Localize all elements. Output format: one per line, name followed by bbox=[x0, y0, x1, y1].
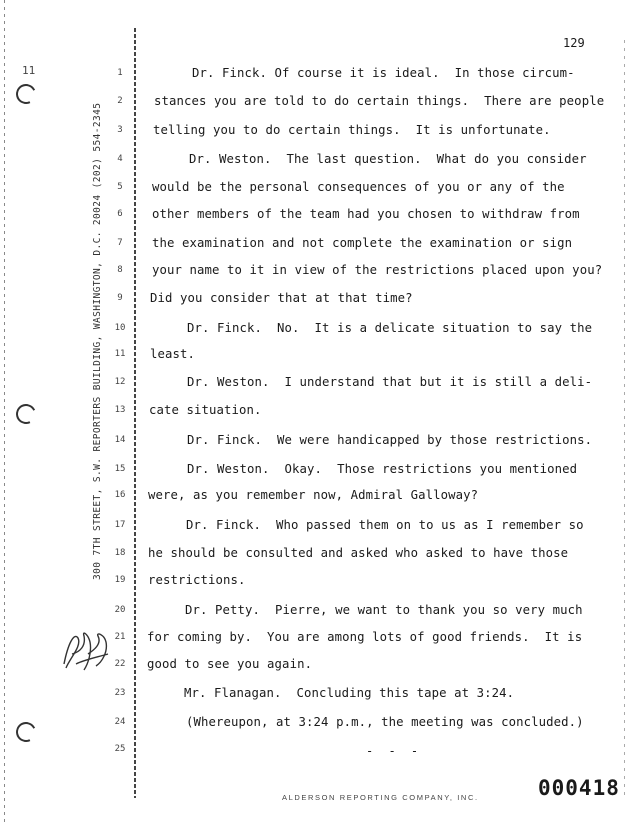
line-number: 13 bbox=[114, 405, 126, 415]
transcript-line: stances you are told to do certain things. There are people bbox=[154, 94, 605, 108]
line-number: 24 bbox=[114, 717, 126, 727]
transcript-line: for coming by. You are among lots of good friends. It is bbox=[147, 630, 583, 644]
transcript-line: your name to it in view of the restrictions placed upon you? bbox=[152, 263, 603, 277]
transcript-line: were, as you remember now, Admiral Galloway? bbox=[148, 488, 479, 502]
reporter-address-vertical: 300 7TH STREET, S.W. REPORTERS BUILDING, WASHINGTON, D.C. 20024 (202) 554-2345 bbox=[92, 102, 103, 580]
line-number: 2 bbox=[117, 96, 123, 106]
line-number: 22 bbox=[114, 659, 126, 669]
right-edge-rule bbox=[624, 40, 625, 800]
line-number: 8 bbox=[117, 265, 123, 275]
transcript-line: Dr. Weston. The last question. What do you consider bbox=[189, 152, 587, 166]
transcript-line: Did you consider that at that time? bbox=[150, 291, 413, 305]
transcript-line: least. bbox=[150, 347, 196, 361]
punch-hole-top bbox=[13, 81, 39, 107]
punch-hole-bottom bbox=[13, 719, 39, 745]
line-number: 4 bbox=[117, 154, 123, 164]
line-number: 3 bbox=[117, 125, 123, 135]
bates-number: 000418 bbox=[538, 776, 620, 800]
line-number: 14 bbox=[114, 435, 126, 445]
left-edge-rule bbox=[4, 0, 5, 824]
line-number: 7 bbox=[117, 238, 123, 248]
transcript-line: would be the personal consequences of you or any of the bbox=[152, 180, 565, 194]
handwritten-initials bbox=[58, 624, 114, 674]
transcript-line: other members of the team had you chosen to withdraw from bbox=[152, 207, 580, 221]
line-number: 17 bbox=[114, 520, 126, 530]
transcript-line: cate situation. bbox=[149, 403, 262, 417]
transcript-line: Dr. Petty. Pierre, we want to thank you so very much bbox=[185, 603, 583, 617]
line-number: 15 bbox=[114, 464, 126, 474]
transcript-line: Dr. Weston. Okay. Those restrictions you mentioned bbox=[187, 462, 578, 476]
transcript-line: the examination and not complete the examination or sign bbox=[152, 236, 573, 250]
transcript-line: Mr. Flanagan. Concluding this tape at 3:24. bbox=[184, 686, 515, 700]
footer-reporting-company: ALDERSON REPORTING COMPANY, INC. bbox=[282, 793, 479, 802]
corner-mark: 11 bbox=[22, 64, 36, 77]
line-number: 23 bbox=[114, 688, 126, 698]
line-number: 5 bbox=[117, 182, 123, 192]
transcript-line: Dr. Finck. We were handicapped by those restrictions. bbox=[187, 433, 593, 447]
end-mark: - - - bbox=[366, 744, 423, 758]
line-number: 19 bbox=[114, 575, 126, 585]
line-number: 11 bbox=[114, 349, 126, 359]
line-number: 9 bbox=[117, 293, 123, 303]
line-number: 10 bbox=[114, 323, 126, 333]
transcript-line: Dr. Weston. I understand that but it is still a deli- bbox=[187, 375, 593, 389]
punch-hole-middle bbox=[13, 401, 39, 427]
margin-rule bbox=[134, 28, 136, 798]
transcript-line: good to see you again. bbox=[147, 657, 313, 671]
transcript-line: restrictions. bbox=[148, 573, 246, 587]
transcript-line: (Whereupon, at 3:24 p.m., the meeting was concluded.) bbox=[186, 715, 584, 729]
transcript-line: he should be consulted and asked who asked to have those bbox=[148, 546, 569, 560]
line-number: 25 bbox=[114, 744, 126, 754]
line-number: 20 bbox=[114, 605, 126, 615]
transcript-line: Dr. Finck. No. It is a delicate situation to say the bbox=[187, 321, 593, 335]
transcript-line: telling you to do certain things. It is unfortunate. bbox=[153, 123, 551, 137]
line-number: 1 bbox=[117, 68, 123, 78]
transcript-line: Dr. Finck. Who passed them on to us as I remember so bbox=[186, 518, 584, 532]
page-number: 129 bbox=[563, 36, 585, 50]
line-number: 6 bbox=[117, 209, 123, 219]
line-number: 16 bbox=[114, 490, 126, 500]
line-number: 18 bbox=[114, 548, 126, 558]
transcript-line: Dr. Finck. Of course it is ideal. In those circum- bbox=[192, 66, 575, 80]
line-number: 21 bbox=[114, 632, 126, 642]
line-number: 12 bbox=[114, 377, 126, 387]
